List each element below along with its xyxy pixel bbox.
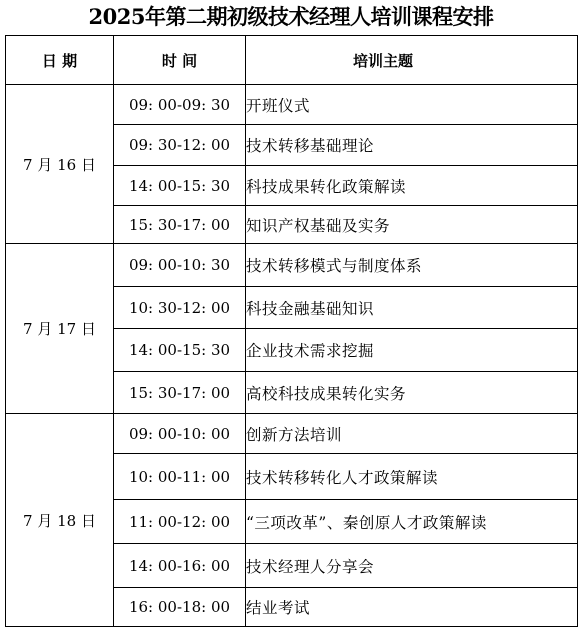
time-cell: 14: 00-16: 00 [114, 544, 246, 588]
topic-cell: 科技金融基础知识 [246, 287, 578, 329]
time-cell: 14: 00-15: 30 [114, 329, 246, 372]
time-cell: 15: 30-17: 00 [114, 372, 246, 414]
topic-cell: 知识产权基础及实务 [246, 206, 578, 244]
header-date: 日 期 [6, 36, 114, 85]
topic-cell: 科技成果转化政策解读 [246, 166, 578, 206]
topic-cell: 技术转移基础理论 [246, 125, 578, 166]
topic-cell: 开班仪式 [246, 85, 578, 125]
topic-cell: 技术转移转化人才政策解读 [246, 454, 578, 500]
page-title: 2025年第二期初级技术经理人培训课程安排 [88, 4, 494, 29]
topic-cell: 结业考试 [246, 588, 578, 627]
time-cell: 14: 00-15: 30 [114, 166, 246, 206]
date-cell: 7 月 17 日 [6, 244, 114, 414]
date-cell: 7 月 16 日 [6, 85, 114, 244]
time-cell: 16: 00-18: 00 [114, 588, 246, 627]
header-topic: 培训主题 [246, 36, 578, 85]
table-row [6, 244, 578, 287]
table-row [6, 85, 578, 125]
topic-cell: 企业技术需求挖掘 [246, 329, 578, 372]
time-cell: 09: 00-10: 30 [114, 244, 246, 287]
time-cell: 15: 30-17: 00 [114, 206, 246, 244]
table-row [6, 414, 578, 454]
time-cell: 10: 30-12: 00 [114, 287, 246, 329]
table-header-row [6, 36, 578, 85]
time-cell: 11: 00-12: 00 [114, 500, 246, 544]
topic-cell: “三项改革”、秦创原人才政策解读 [246, 500, 578, 544]
time-cell: 09: 00-09: 30 [114, 85, 246, 125]
header-time: 时 间 [114, 36, 246, 85]
time-cell: 10: 00-11: 00 [114, 454, 246, 500]
time-cell: 09: 00-10: 00 [114, 414, 246, 454]
topic-cell: 技术转移模式与制度体系 [246, 244, 578, 287]
time-cell: 09: 30-12: 00 [114, 125, 246, 166]
topic-cell: 技术经理人分享会 [246, 544, 578, 588]
topic-cell: 高校科技成果转化实务 [246, 372, 578, 414]
date-cell: 7 月 18 日 [6, 414, 114, 627]
topic-cell: 创新方法培训 [246, 414, 578, 454]
schedule-table [5, 35, 578, 627]
